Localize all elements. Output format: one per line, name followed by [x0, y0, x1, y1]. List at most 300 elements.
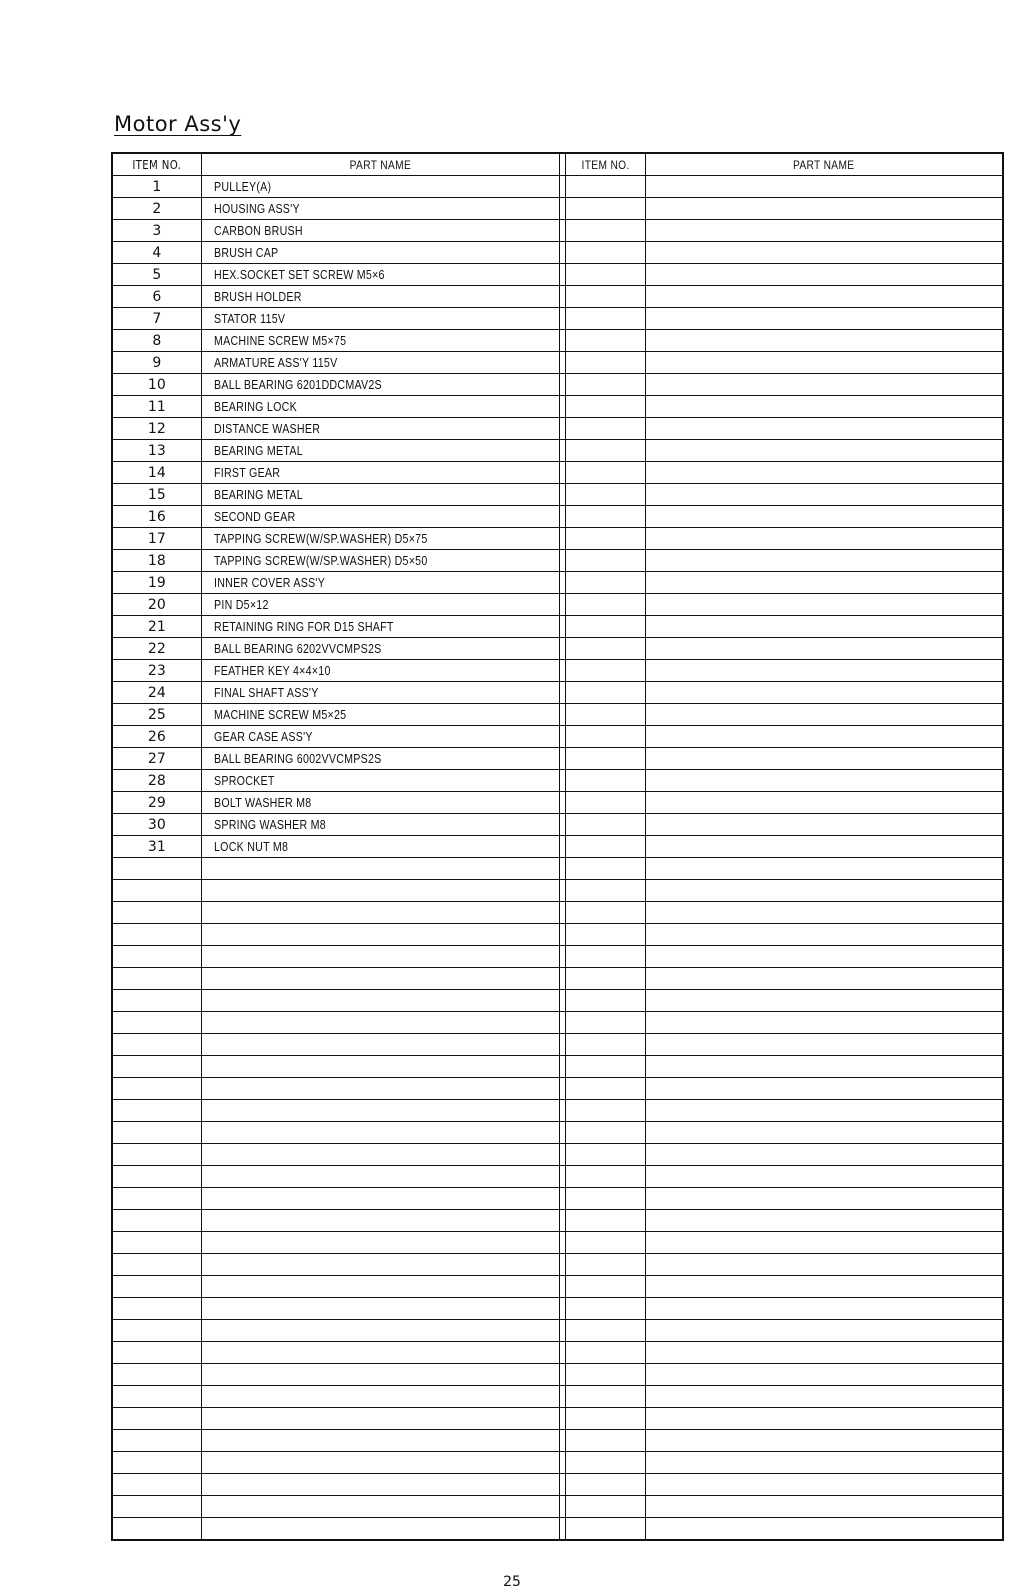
- part-name: [201, 1012, 560, 1034]
- part-name-right: [645, 176, 1003, 198]
- item-number-right: [566, 1430, 645, 1452]
- part-name-right: [645, 1144, 1003, 1166]
- part-name-text: GEAR CASE ASS'Y: [213, 729, 313, 744]
- table-row: [112, 176, 1003, 198]
- part-name-text: DISTANCE WASHER: [213, 421, 320, 436]
- item-number: [112, 1012, 201, 1034]
- item-number-right: [566, 616, 645, 638]
- item-number-right: [566, 1254, 645, 1276]
- parts-table: [111, 152, 1004, 1541]
- part-name: [201, 660, 560, 682]
- item-number: 15: [112, 484, 201, 506]
- part-name: [201, 198, 560, 220]
- header-item-no-right: ITEM NO.: [572, 153, 639, 176]
- item-number-right: [566, 726, 645, 748]
- item-number-right: [566, 374, 645, 396]
- item-number-right: [566, 748, 645, 770]
- part-name-text: BALL BEARING 6202VVCMPS2S: [213, 641, 382, 656]
- part-name-right: [645, 352, 1003, 374]
- item-number-right: [566, 484, 645, 506]
- item-number-right: [566, 682, 645, 704]
- item-number: [112, 1100, 201, 1122]
- part-name: [201, 1210, 560, 1232]
- part-name-right: [645, 1100, 1003, 1122]
- part-name-right: [645, 1276, 1003, 1298]
- item-number-right: [566, 1056, 645, 1078]
- part-name: [201, 308, 560, 330]
- part-name-right: [645, 1012, 1003, 1034]
- part-name: [201, 1386, 560, 1408]
- item-number-right: [566, 704, 645, 726]
- part-name-text: BRUSH HOLDER: [213, 289, 302, 304]
- table-row: [112, 1430, 1003, 1452]
- item-number: 20: [112, 594, 201, 616]
- table-row: [112, 1518, 1003, 1541]
- item-number-right: [566, 836, 645, 858]
- table-row: [112, 1364, 1003, 1386]
- table-row: [112, 748, 1003, 770]
- part-name-right: [645, 1518, 1003, 1541]
- table-row: [112, 264, 1003, 286]
- part-name: [201, 1496, 560, 1518]
- item-number-right: [566, 1078, 645, 1100]
- table-row: [112, 1254, 1003, 1276]
- item-number-right: [566, 440, 645, 462]
- item-number-right: [566, 1518, 645, 1541]
- part-name: [201, 990, 560, 1012]
- table-row: [112, 1012, 1003, 1034]
- part-name: [201, 330, 560, 352]
- table-row: [112, 990, 1003, 1012]
- item-number: 22: [112, 638, 201, 660]
- item-number: 9: [112, 352, 201, 374]
- item-number-right: [566, 1452, 645, 1474]
- item-number: [112, 880, 201, 902]
- part-name-text: LOCK NUT M8: [213, 839, 288, 854]
- part-name: [201, 1254, 560, 1276]
- part-name-right: [645, 220, 1003, 242]
- item-number-right: [566, 220, 645, 242]
- part-name: [201, 902, 560, 924]
- part-name-text: RETAINING RING FOR D15 SHAFT: [213, 619, 394, 634]
- item-number: [112, 1188, 201, 1210]
- part-name-right: [645, 770, 1003, 792]
- item-number-right: [566, 1166, 645, 1188]
- part-name-right: [645, 858, 1003, 880]
- part-name-right: [645, 242, 1003, 264]
- part-name-text: TAPPING SCREW(W/SP.WASHER) D5×75: [213, 531, 428, 546]
- item-number: 25: [112, 704, 201, 726]
- item-number: [112, 1122, 201, 1144]
- part-name-text: CARBON BRUSH: [213, 223, 303, 238]
- table-row: [112, 924, 1003, 946]
- item-number: 23: [112, 660, 201, 682]
- item-number: [112, 1034, 201, 1056]
- part-name-text: HEX.SOCKET SET SCREW M5×6: [213, 267, 385, 282]
- part-name-text: STATOR 115V: [213, 311, 285, 326]
- table-row: [112, 638, 1003, 660]
- part-name-right: [645, 682, 1003, 704]
- part-name-right: [645, 924, 1003, 946]
- item-number-right: [566, 1408, 645, 1430]
- part-name-right: [645, 198, 1003, 220]
- item-number: [112, 902, 201, 924]
- part-name-text: FEATHER KEY 4×4×10: [213, 663, 331, 678]
- header-item-no: ITEM NO.: [119, 153, 195, 176]
- item-number-right: [566, 506, 645, 528]
- table-row: [112, 1166, 1003, 1188]
- part-name-right: [645, 946, 1003, 968]
- item-number: [112, 1342, 201, 1364]
- part-name-text: BALL BEARING 6201DDCMAV2S: [213, 377, 382, 392]
- table-row: [112, 1210, 1003, 1232]
- item-number: [112, 1210, 201, 1232]
- part-name-right: [645, 1166, 1003, 1188]
- item-number-right: [566, 1144, 645, 1166]
- table-row: [112, 682, 1003, 704]
- item-number: [112, 1056, 201, 1078]
- table-row: [112, 220, 1003, 242]
- item-number: [112, 1254, 201, 1276]
- table-row: [112, 1408, 1003, 1430]
- item-number-right: [566, 352, 645, 374]
- table-row: [112, 1034, 1003, 1056]
- item-number: 12: [112, 418, 201, 440]
- item-number-right: [566, 528, 645, 550]
- part-name-right: [645, 1078, 1003, 1100]
- part-name: [201, 1518, 560, 1541]
- item-number-right: [566, 946, 645, 968]
- item-number-right: [566, 1496, 645, 1518]
- item-number: [112, 1320, 201, 1342]
- part-name: [201, 1408, 560, 1430]
- table-row: [112, 1100, 1003, 1122]
- part-name-text: SPROCKET: [213, 773, 275, 788]
- part-name-right: [645, 902, 1003, 924]
- item-number: [112, 1430, 201, 1452]
- table-row: [112, 1298, 1003, 1320]
- part-name-right: [645, 462, 1003, 484]
- item-number: 26: [112, 726, 201, 748]
- item-number: [112, 1496, 201, 1518]
- part-name: [201, 748, 560, 770]
- item-number: [112, 968, 201, 990]
- part-name-right: [645, 440, 1003, 462]
- part-name-right: [645, 814, 1003, 836]
- table-row: [112, 1496, 1003, 1518]
- table-row: [112, 1276, 1003, 1298]
- item-number: 8: [112, 330, 201, 352]
- table-row: [112, 286, 1003, 308]
- part-name-right: [645, 264, 1003, 286]
- part-name: [201, 550, 560, 572]
- item-number-right: [566, 1276, 645, 1298]
- item-number: [112, 1452, 201, 1474]
- header-part-name-right: PART NAME: [672, 153, 976, 176]
- part-name: [201, 1166, 560, 1188]
- item-number-right: [566, 176, 645, 198]
- item-number-right: [566, 924, 645, 946]
- table-row: [112, 374, 1003, 396]
- part-name-text: BALL BEARING 6002VVCMPS2S: [213, 751, 382, 766]
- part-name: [201, 770, 560, 792]
- part-name: [201, 1122, 560, 1144]
- part-name-right: [645, 286, 1003, 308]
- item-number: [112, 946, 201, 968]
- part-name: [201, 836, 560, 858]
- part-name-right: [645, 594, 1003, 616]
- part-name: [201, 572, 560, 594]
- part-name-text: TAPPING SCREW(W/SP.WASHER) D5×50: [213, 553, 428, 568]
- part-name-right: [645, 1232, 1003, 1254]
- item-number-right: [566, 660, 645, 682]
- item-number: 31: [112, 836, 201, 858]
- part-name-right: [645, 1408, 1003, 1430]
- item-number: 29: [112, 792, 201, 814]
- table-row: [112, 352, 1003, 374]
- table-header-row: [112, 153, 1003, 176]
- table-row: [112, 550, 1003, 572]
- part-name: [201, 792, 560, 814]
- table-row: [112, 660, 1003, 682]
- item-number-right: [566, 1122, 645, 1144]
- part-name-right: [645, 1364, 1003, 1386]
- item-number-right: [566, 1386, 645, 1408]
- item-number-right: [566, 594, 645, 616]
- table-row: [112, 1320, 1003, 1342]
- part-name-text: BEARING METAL: [213, 443, 303, 458]
- item-number: [112, 1474, 201, 1496]
- item-number: [112, 1518, 201, 1541]
- part-name-right: [645, 880, 1003, 902]
- part-name: [201, 814, 560, 836]
- item-number: 28: [112, 770, 201, 792]
- part-name-right: [645, 616, 1003, 638]
- item-number-right: [566, 1210, 645, 1232]
- table-row: [112, 1144, 1003, 1166]
- part-name-right: [645, 1188, 1003, 1210]
- item-number-right: [566, 396, 645, 418]
- part-name-right: [645, 1254, 1003, 1276]
- part-name: [201, 396, 560, 418]
- part-name-right: [645, 1210, 1003, 1232]
- item-number: 1: [112, 176, 201, 198]
- item-number-right: [566, 770, 645, 792]
- column-divider: [560, 153, 565, 176]
- item-number-right: [566, 1342, 645, 1364]
- part-name: [201, 682, 560, 704]
- part-name: [201, 220, 560, 242]
- header-part-name: PART NAME: [228, 153, 533, 176]
- part-name-right: [645, 660, 1003, 682]
- table-row: [112, 1232, 1003, 1254]
- part-name-right: [645, 374, 1003, 396]
- part-name: [201, 1474, 560, 1496]
- part-name: [201, 484, 560, 506]
- part-name: [201, 1232, 560, 1254]
- item-number: [112, 1276, 201, 1298]
- part-name-text: BEARING METAL: [213, 487, 303, 502]
- table-row: [112, 726, 1003, 748]
- item-number-right: [566, 1232, 645, 1254]
- table-row: [112, 1386, 1003, 1408]
- part-name-right: [645, 572, 1003, 594]
- part-name-right: [645, 1298, 1003, 1320]
- part-name: [201, 528, 560, 550]
- part-name-text: MACHINE SCREW M5×75: [213, 333, 347, 348]
- item-number: [112, 1166, 201, 1188]
- item-number: [112, 1386, 201, 1408]
- part-name-text: HOUSING ASS'Y: [213, 201, 300, 216]
- part-name: [201, 1034, 560, 1056]
- table-row: [112, 704, 1003, 726]
- table-row: [112, 396, 1003, 418]
- part-name-text: FIRST GEAR: [213, 465, 280, 480]
- item-number: 11: [112, 396, 201, 418]
- part-name: [201, 176, 560, 198]
- item-number: 3: [112, 220, 201, 242]
- item-number-right: [566, 968, 645, 990]
- table-row: [112, 858, 1003, 880]
- part-name-right: [645, 506, 1003, 528]
- item-number-right: [566, 1188, 645, 1210]
- part-name-text: PIN D5×12: [213, 597, 269, 612]
- table-row: [112, 484, 1003, 506]
- item-number-right: [566, 286, 645, 308]
- part-name: [201, 638, 560, 660]
- part-name: [201, 462, 560, 484]
- part-name-right: [645, 1342, 1003, 1364]
- item-number: [112, 924, 201, 946]
- item-number: [112, 1232, 201, 1254]
- part-name-right: [645, 308, 1003, 330]
- part-name: [201, 1144, 560, 1166]
- part-name-right: [645, 1386, 1003, 1408]
- part-name-text: INNER COVER ASS'Y: [213, 575, 325, 590]
- item-number: 10: [112, 374, 201, 396]
- part-name: [201, 506, 560, 528]
- part-name-right: [645, 836, 1003, 858]
- part-name: [201, 1078, 560, 1100]
- part-name-right: [645, 1474, 1003, 1496]
- table-row: [112, 528, 1003, 550]
- table-row: [112, 616, 1003, 638]
- item-number-right: [566, 880, 645, 902]
- part-name-right: [645, 1034, 1003, 1056]
- table-row: [112, 968, 1003, 990]
- parts-table-body: [112, 176, 1003, 1541]
- part-name-right: [645, 1430, 1003, 1452]
- item-number: [112, 990, 201, 1012]
- part-name: [201, 924, 560, 946]
- part-name: [201, 286, 560, 308]
- part-name-right: [645, 528, 1003, 550]
- table-row: [112, 880, 1003, 902]
- table-row: [112, 1078, 1003, 1100]
- table-row: [112, 1056, 1003, 1078]
- table-row: [112, 330, 1003, 352]
- item-number-right: [566, 990, 645, 1012]
- part-name-right: [645, 418, 1003, 440]
- part-name: [201, 1056, 560, 1078]
- part-name-right: [645, 638, 1003, 660]
- item-number-right: [566, 1320, 645, 1342]
- item-number: 5: [112, 264, 201, 286]
- item-number: 24: [112, 682, 201, 704]
- part-name-right: [645, 1320, 1003, 1342]
- item-number: 27: [112, 748, 201, 770]
- part-name: [201, 1364, 560, 1386]
- part-name: [201, 968, 560, 990]
- item-number-right: [566, 550, 645, 572]
- item-number-right: [566, 1034, 645, 1056]
- part-name-text: ARMATURE ASS'Y 115V: [213, 355, 338, 370]
- part-name-right: [645, 550, 1003, 572]
- part-name: [201, 1320, 560, 1342]
- part-name: [201, 440, 560, 462]
- table-row: [112, 440, 1003, 462]
- part-name-right: [645, 396, 1003, 418]
- table-row: [112, 1474, 1003, 1496]
- part-name: [201, 374, 560, 396]
- part-name: [201, 1342, 560, 1364]
- item-number: 17: [112, 528, 201, 550]
- part-name-text: SPRING WASHER M8: [213, 817, 326, 832]
- item-number-right: [566, 1100, 645, 1122]
- part-name-right: [645, 1122, 1003, 1144]
- part-name-text: BOLT WASHER M8: [213, 795, 312, 810]
- item-number-right: [566, 330, 645, 352]
- part-name-right: [645, 990, 1003, 1012]
- table-row: [112, 572, 1003, 594]
- item-number: 19: [112, 572, 201, 594]
- part-name: [201, 1276, 560, 1298]
- table-row: [112, 462, 1003, 484]
- item-number: 21: [112, 616, 201, 638]
- part-name: [201, 726, 560, 748]
- item-number: 16: [112, 506, 201, 528]
- item-number: 30: [112, 814, 201, 836]
- table-row: [112, 1342, 1003, 1364]
- table-row: [112, 1452, 1003, 1474]
- part-name: [201, 946, 560, 968]
- item-number: 13: [112, 440, 201, 462]
- item-number-right: [566, 242, 645, 264]
- item-number-right: [566, 1012, 645, 1034]
- item-number: 2: [112, 198, 201, 220]
- item-number-right: [566, 638, 645, 660]
- item-number-right: [566, 198, 645, 220]
- item-number: 6: [112, 286, 201, 308]
- item-number-right: [566, 308, 645, 330]
- part-name-right: [645, 792, 1003, 814]
- part-name-right: [645, 1452, 1003, 1474]
- part-name-right: [645, 330, 1003, 352]
- item-number: 18: [112, 550, 201, 572]
- table-row: [112, 594, 1003, 616]
- table-row: [112, 418, 1003, 440]
- table-row: [112, 242, 1003, 264]
- item-number-right: [566, 572, 645, 594]
- item-number: 4: [112, 242, 201, 264]
- part-name-text: BRUSH CAP: [213, 245, 279, 260]
- part-name: [201, 1298, 560, 1320]
- part-name-right: [645, 726, 1003, 748]
- table-row: [112, 836, 1003, 858]
- part-name: [201, 1100, 560, 1122]
- part-name: [201, 242, 560, 264]
- item-number: 14: [112, 462, 201, 484]
